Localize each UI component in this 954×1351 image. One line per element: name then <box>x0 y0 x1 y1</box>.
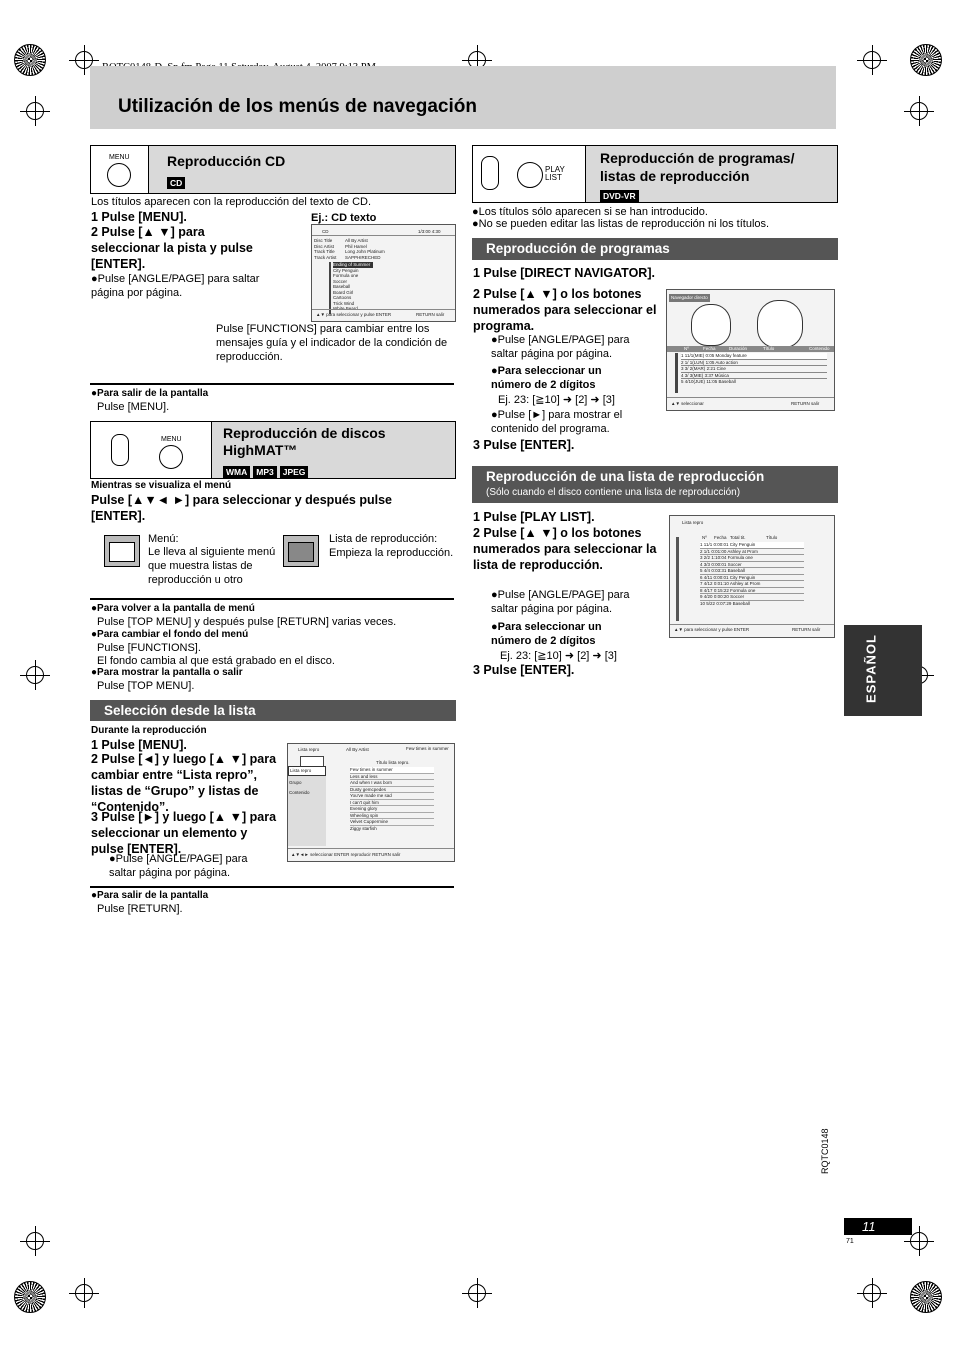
screen-menu-item[interactable]: Contenido <box>289 790 310 795</box>
screen-footer: ▲▼◄► seleccionar ENTER reproducir RETURN salir <box>291 852 401 857</box>
list-bullet-2-text: Ej. 23: [≧10] ➜ [2] ➜ [3] <box>500 650 617 662</box>
playlist-desc: Empieza la reproducción. <box>329 547 454 559</box>
prog-bullet-1: ●Pulse [ANGLE/PAGE] para saltar página por página. <box>491 334 630 360</box>
cd-text-screen <box>311 224 456 322</box>
remote-button-panel <box>91 146 149 193</box>
page-number: 11 <box>862 1219 876 1234</box>
sel-step-3: 3 Pulse [►] y luego [▲ ▼] para seleccionar un elemento y pulse [ENTER]. <box>91 810 277 856</box>
screen-value: All By Artist <box>345 238 368 243</box>
playlist-icon <box>283 535 319 567</box>
functions-note: Pulse [FUNCTIONS] para cambiar entre los mensajes guía y el indicador de la condición de reproducción. <box>216 323 448 363</box>
screen-track[interactable]: City Penguin <box>333 267 359 273</box>
screen-footer: ▲▼ para seleccionar y pulse ENTER <box>674 627 750 632</box>
screen-item[interactable]: Velvet Cuppermine <box>350 819 434 826</box>
list-step-1: 1 Pulse [PLAY LIST]. <box>473 510 595 524</box>
jpeg-tag: JPEG <box>280 466 309 478</box>
screen-time: 1/3:00 4:30 <box>418 229 441 234</box>
title-bar <box>90 66 836 129</box>
screen-item[interactable]: And when I was born <box>350 780 434 787</box>
corner-star-top-left <box>14 44 46 76</box>
page-small-number: 71 <box>846 1238 854 1245</box>
remote-button-panel <box>91 422 212 478</box>
registration-mark-icon <box>20 1226 50 1256</box>
direct-navigator-screen <box>666 289 835 411</box>
list-bullet-1: ●Pulse [ANGLE/PAGE] para saltar página por página. <box>491 589 630 615</box>
play-list-button-icon <box>517 162 543 188</box>
screen-menu-item[interactable]: Lista repro <box>288 766 326 776</box>
screen-footer: ▲▼ seleccionar <box>671 401 704 406</box>
section-title-line1: Reproducción de programas/ <box>600 150 795 166</box>
registration-mark-icon <box>20 660 50 690</box>
cd-step-2: 2 Pulse [▲ ▼] para seleccionar la pista y pulse [ENTER]. <box>91 225 253 271</box>
registration-mark-icon <box>462 1278 492 1308</box>
prog-step-3: 3 Pulse [ENTER]. <box>473 438 575 452</box>
prog-bullet-2-label: ●Para seleccionar un número de 2 dígitos <box>491 365 602 391</box>
screen-col: Nº <box>702 535 707 540</box>
bg-label: ●Para cambiar el fondo del menú <box>91 629 249 640</box>
screen-item[interactable]: Evening glory <box>350 806 434 813</box>
playlist-label: Lista de reproducción: <box>329 533 438 545</box>
screen-row[interactable]: 8 4/17 0:15:22 Formula one <box>700 588 804 595</box>
highmat-instruction: Pulse [▲▼◄ ►] para seleccionar y después pulse [ENTER]. <box>91 493 392 523</box>
registration-mark-icon <box>69 1278 99 1308</box>
page-title: Utilización de los menús de navegación <box>118 96 477 117</box>
sel-step-2: 2 Pulse [◄] y luego [▲ ▼] para cambiar entre “Lista repro”, listas de “Grupo” y listas de “Contenido”. <box>91 752 277 814</box>
screen-track[interactable]: Board Girl <box>333 289 354 295</box>
section-title-line2: listas de reproducción <box>600 168 750 184</box>
screen-header: Lista repro <box>682 520 704 525</box>
screen-col: Nº <box>684 346 689 351</box>
top-menu-button-icon <box>111 434 129 466</box>
screen-row[interactable]: 5 4/4 0:03:31 Baseball <box>700 568 804 575</box>
divider <box>90 598 454 600</box>
screen-item[interactable]: Few times in summer <box>350 767 434 774</box>
screen-col: Fecha <box>714 535 727 540</box>
list-bullet-2-label: ●Para seleccionar un número de 2 dígitos <box>491 621 602 647</box>
screen-field: Track Artist <box>314 254 337 260</box>
language-label: ESPAÑOL <box>863 634 879 703</box>
registration-mark-icon <box>20 96 50 126</box>
screen-field: Track Title <box>314 249 335 254</box>
screen-col-title: Título lista repro. <box>376 760 410 765</box>
bg-text-2: El fondo cambia al que está grabado en el disco. <box>97 655 335 667</box>
section-highmat <box>90 421 456 479</box>
cd-tag: CD <box>167 177 185 189</box>
cd-exit-label: ●Para salir de la pantalla <box>91 388 209 399</box>
screen-row[interactable]: 7 4/12 0:01:10 Ashley at Prom <box>700 581 804 588</box>
registration-mark-icon <box>857 1278 887 1308</box>
language-side-tab <box>844 625 922 716</box>
during-label: Durante la reproducción <box>91 725 207 736</box>
list-step-3: 3 Pulse [ENTER]. <box>473 663 575 677</box>
prog-bullet-2-text: Ej. 23: [≧10] ➜ [2] ➜ [3] <box>498 394 615 406</box>
mp3-tag: MP3 <box>253 466 276 478</box>
screen-track[interactable]: Baseball <box>333 284 351 289</box>
screen-row[interactable]: 9 4/20 0:00:20 Soccer <box>700 594 804 601</box>
section-programas-listas <box>472 145 838 203</box>
cd-example-label: Ej.: CD texto <box>311 212 377 224</box>
screen-footer: ▲▼ para seleccionar y pulse ENTER <box>316 312 392 317</box>
screen-track[interactable]: Soccer <box>333 278 348 284</box>
screen-track[interactable]: Ending of Summer <box>333 262 373 268</box>
section-title: Reproducción de una lista de reproducción <box>486 469 765 484</box>
menu-button-label: MENU <box>161 436 182 443</box>
screen-row[interactable]: 3 2/2 1:10:04 Formula one <box>700 555 804 562</box>
screen-exit: RETURN salir <box>791 401 820 406</box>
screen-menu-item[interactable]: Grupo <box>289 779 302 785</box>
screen-row[interactable]: 4 3/3 0:00:01 Soccer <box>700 562 804 569</box>
corner-star-bottom-right <box>910 1281 942 1313</box>
screen-now: Few times in summer <box>406 746 449 751</box>
divider <box>90 886 454 888</box>
screen-field: Disc Title <box>314 238 333 243</box>
screen-header: Lista repro <box>298 747 320 752</box>
screen-col: Contenido <box>809 346 830 351</box>
section-bar-lista <box>472 466 838 503</box>
screen-col: Total tit. <box>730 535 746 540</box>
registration-mark-icon <box>904 96 934 126</box>
programas-note-2: ●No se pueden editar las listas de reproducción ni los títulos. <box>472 218 770 230</box>
screen-value: Phil Hamel <box>345 243 367 249</box>
screen-row[interactable]: 3 3/ 2(MAR) 2:21 Cine <box>681 366 827 373</box>
prog-step-1: 1 Pulse [DIRECT NAVIGATOR]. <box>473 266 655 280</box>
sel-exit-label: ●Para salir de la pantalla <box>91 890 209 901</box>
show-text: Pulse [TOP MENU]. <box>97 680 195 692</box>
section-subtitle: (Sólo cuando el disco contiene una lista de reproducción) <box>486 487 741 498</box>
list-step-2: 2 Pulse [▲ ▼] o los botones numerados para seleccionar la lista de reproducción. <box>473 526 657 572</box>
screen-value: Long John Platinum <box>345 249 385 254</box>
section-title-line1: Reproducción de discos <box>223 425 386 441</box>
direct-navigator-button-icon <box>481 156 499 190</box>
screen-col: Título <box>766 535 778 540</box>
screen-item[interactable]: I can't quit him <box>350 800 434 807</box>
screen-by: All By Artist <box>346 747 369 752</box>
playlist-screen <box>287 743 455 862</box>
screen-col: Fecha <box>703 346 716 351</box>
section-title: Reproducción CD <box>167 153 286 169</box>
remote-button-panel <box>473 146 586 202</box>
screen-track[interactable]: Formula one <box>333 273 359 278</box>
section-bar-seleccion: Selección desde la lista <box>90 700 456 721</box>
screen-row[interactable]: 5 4/10(JUE) 11:05 Baseball <box>681 379 736 384</box>
list-label: LIST <box>545 173 562 182</box>
programas-note-1: ●Los títulos sólo aparecen si se han introducido. <box>472 206 708 218</box>
playlist-list-screen <box>669 515 835 638</box>
cd-bullet-angle-page: ●Pulse [ANGLE/PAGE] para saltar página por página. <box>91 273 260 299</box>
menu-button-label: MENU <box>109 154 130 161</box>
cd-exit-text: Pulse [MENU]. <box>97 401 170 413</box>
menu-button-icon <box>159 445 183 469</box>
sel-exit-text: Pulse [RETURN]. <box>97 903 183 915</box>
screen-item[interactable]: You've made me sad <box>350 793 434 800</box>
face-thumbnail-icon <box>691 304 731 346</box>
menu-label: Menú: <box>148 533 179 545</box>
sel-step-1: 1 Pulse [MENU]. <box>91 738 187 752</box>
back-menu-label: ●Para volver a la pantalla de menú <box>91 603 255 614</box>
registration-mark-icon <box>857 45 887 75</box>
page-number-box <box>844 1218 912 1235</box>
face-thumbnail-icon <box>757 300 803 348</box>
prog-bullet-3: ●Pulse [►] para mostrar el contenido del programa. <box>491 409 623 435</box>
back-menu-text: Pulse [TOP MENU] y después pulse [RETURN] varias veces. <box>97 616 397 628</box>
sel-bullet: ●Pulse [ANGLE/PAGE] para saltar página por página. <box>109 853 248 879</box>
while-menu-label: Mientras se visualiza el menú <box>91 480 232 491</box>
screen-track[interactable]: Trick Wind <box>333 300 355 306</box>
menu-button-icon <box>107 163 131 187</box>
screen-value: SAPPHIRECHED <box>345 254 381 260</box>
show-label: ●Para mostrar la pantalla o salir <box>91 667 243 678</box>
screen-exit: RETURN salir <box>792 627 821 632</box>
screen-header: Navegador directo <box>671 295 708 300</box>
corner-star-top-right <box>910 44 942 76</box>
screen-row[interactable]: 10 5/22 0:07:29 Baseball <box>700 600 750 606</box>
divider <box>90 383 454 385</box>
screen-row[interactable]: 2 1/1 0:01:00 Ashley at Prom <box>700 549 804 556</box>
screen-item[interactable]: Less and less <box>350 774 434 781</box>
screen-item[interactable]: Ziggy starfish <box>350 825 377 831</box>
screen-row[interactable]: 1 11/1 0:00:01 City Penguin <box>700 542 804 549</box>
screen-field: Disc Artist <box>314 243 335 249</box>
screen-track[interactable]: Cartoons <box>333 295 352 300</box>
cd-step-1: 1 Pulse [MENU]. <box>91 210 187 224</box>
prog-step-2: 2 Pulse [▲ ▼] o los botones numerados para seleccionar el programa. <box>473 287 657 333</box>
screen-col: Título <box>763 346 775 351</box>
corner-star-bottom-left <box>14 1281 46 1313</box>
cd-intro: Los títulos aparecen con la reproducción del texto de CD. <box>91 196 372 208</box>
menu-desc: Le lleva al siguiente menú que muestra listas de reproducción u otro <box>148 546 276 586</box>
screen-row[interactable]: 2 1/ 1(LUN) 1:05 Auto action <box>681 360 827 367</box>
bg-text-1: Pulse [FUNCTIONS]. <box>97 642 201 654</box>
screen-row[interactable]: 4 3/ 3(MIE) 3:37 Música <box>681 373 827 380</box>
wma-tag: WMA <box>223 466 250 478</box>
menu-folder-icon <box>104 535 140 567</box>
dvd-vr-tag: DVD-VR <box>600 190 639 202</box>
screen-header: CD <box>322 229 329 234</box>
play-label: PLAY <box>545 165 565 174</box>
screen-item[interactable]: Wheeling spin <box>350 813 434 820</box>
doc-code: RQTC0148 <box>820 1128 830 1174</box>
screen-row[interactable]: 1 11/1(MIE) 0:05 Monday feature <box>681 353 827 360</box>
screen-row[interactable]: 6 4/11 0:00:01 City Penguin <box>700 575 804 582</box>
screen-item[interactable]: Dusty gemcpedes <box>350 787 434 794</box>
section-title-line2: HighMAT™ <box>223 442 298 458</box>
screen-exit: RETURN salir <box>416 312 445 317</box>
section-reproduccion-cd <box>90 145 456 194</box>
screen-col: Duración <box>729 346 748 351</box>
section-bar-programas: Reproducción de programas <box>472 238 838 260</box>
